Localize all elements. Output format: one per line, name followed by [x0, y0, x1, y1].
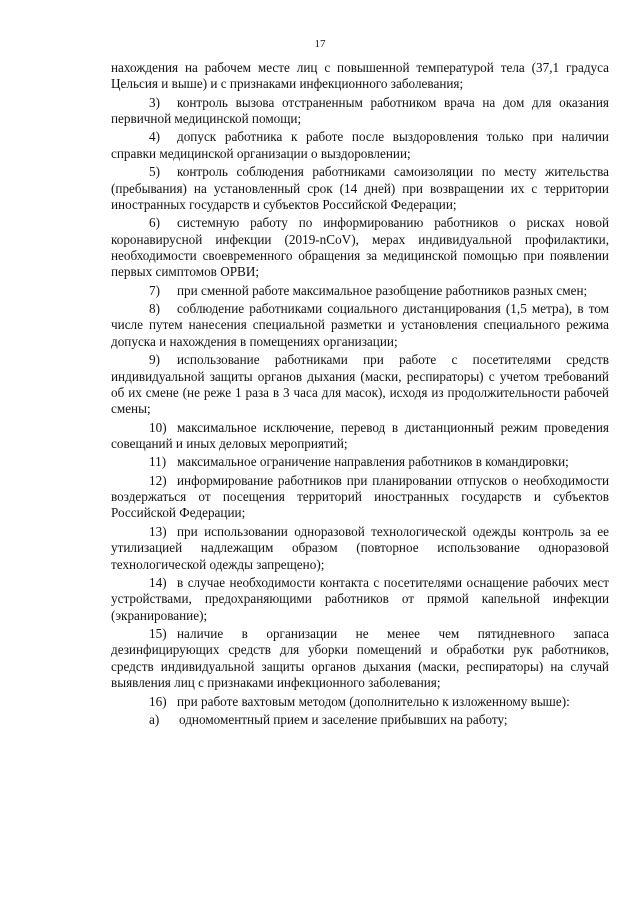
item-text: контроль соблюдения работниками самоизоляции по месту жительства (пребывания) на установленный срок (14 дней) при возвращении их с территории иностранных государств и субъектов Российской Федерации; [111, 164, 609, 212]
list-item-11 [111, 454, 609, 470]
paragraph-text: нахождения на рабочем месте лиц с повышенной температурой тела (37,1 градуса Цельсия и выше) и с признаками инфекционного заболевания; [111, 60, 609, 92]
list-subitem-a [111, 712, 609, 728]
item-number: 5) [149, 164, 160, 180]
item-number: 3) [149, 94, 160, 110]
item-number: 11) [149, 454, 167, 470]
list-item-3 [111, 95, 609, 128]
list-item-7 [111, 283, 609, 299]
item-text: допуск работника к работе после выздоровления только при наличии справки медицинской организации о выздоровлении; [111, 129, 609, 161]
item-number: а) [149, 711, 160, 727]
paragraph-continuation [111, 60, 609, 93]
list-item-14 [111, 575, 609, 624]
item-text: при сменной работе максимальное разобщение работников разных смен; [177, 282, 588, 298]
list-item-4 [111, 129, 609, 162]
list-item-15 [111, 626, 609, 692]
item-number: 7) [149, 282, 160, 298]
list-item-16 [111, 694, 609, 710]
list-item-10 [111, 420, 609, 453]
list-item-13 [111, 524, 609, 573]
item-text: максимальное ограничение направления работников в командировки; [177, 454, 569, 470]
item-number: 9) [149, 352, 160, 368]
item-number: 10) [149, 419, 167, 435]
list-item-12 [111, 473, 609, 522]
item-text: информирование работников при планировании отпусков о необходимости воздержаться от посещения территорий иностранных государств и субъектов Российской Федерации; [111, 472, 609, 521]
item-number: 16) [149, 693, 167, 709]
item-text: при использовании одноразовой технологической одежды контроль за ее утилизацией надлежащим образом (повторное использование одноразовой технологической одежды запрещено); [111, 523, 609, 572]
item-text: соблюдение работниками социального дистанцирования (1,5 метра), в том числе путем нанесения специальной разметки и установления специального режима допуска и нахождения в помещениях организации; [111, 301, 609, 349]
item-text: наличие в организации не менее чем пятидневного запаса дезинфицирующих средств для уборки помещений и обработки рук работников, средств индивидуальной защиты органов дыхания (маски, респираторы) на случай выявления лиц с признаками инфекционного заболевания; [111, 625, 609, 691]
item-number: 12) [149, 472, 167, 488]
item-number: 8) [149, 301, 160, 317]
item-number: 4) [149, 129, 160, 145]
list-item-5 [111, 164, 609, 213]
list-item-9 [111, 352, 609, 418]
item-number: 15) [149, 625, 167, 641]
item-text: при работе вахтовым методом (дополнительно к изложенному выше): [177, 693, 570, 709]
page-number: 17 [314, 38, 326, 50]
item-number: 14) [149, 574, 167, 590]
item-text: системную работу по информированию работников о рисках новой коронавирусной инфекции (2019-nCoV), мерах индивидуальной профилактики, необходимости своевременного обращения за медицинской помощью при появлении первых симптомов ОРВИ; [111, 215, 609, 280]
item-number: 6) [149, 215, 160, 231]
list-item-8 [111, 301, 609, 350]
list-item-6 [111, 215, 609, 281]
item-number: 13) [149, 523, 167, 539]
item-text: максимальное исключение, перевод в дистанционный режим проведения совещаний и иных деловых мероприятий; [111, 419, 609, 452]
item-text: одномоментный прием и заселение прибывших на работу; [179, 711, 508, 727]
item-text: использование работниками при работе с посетителями средств индивидуальной защиты органов дыхания (маски, респираторы) с учетом требований об их смене (не реже 1 раза в 3 часа для масок), исходя из продолжительности рабочей смены; [111, 352, 609, 417]
item-text: в случае необходимости контакта с посетителями оснащение рабочих мест устройствами, предохраняющими работников от прямой капельной инфекции (экранирование); [111, 574, 609, 623]
item-text: контроль вызова отстраненным работником врача на дом для оказания первичной медицинской помощи; [111, 94, 609, 127]
document-body [111, 60, 609, 730]
